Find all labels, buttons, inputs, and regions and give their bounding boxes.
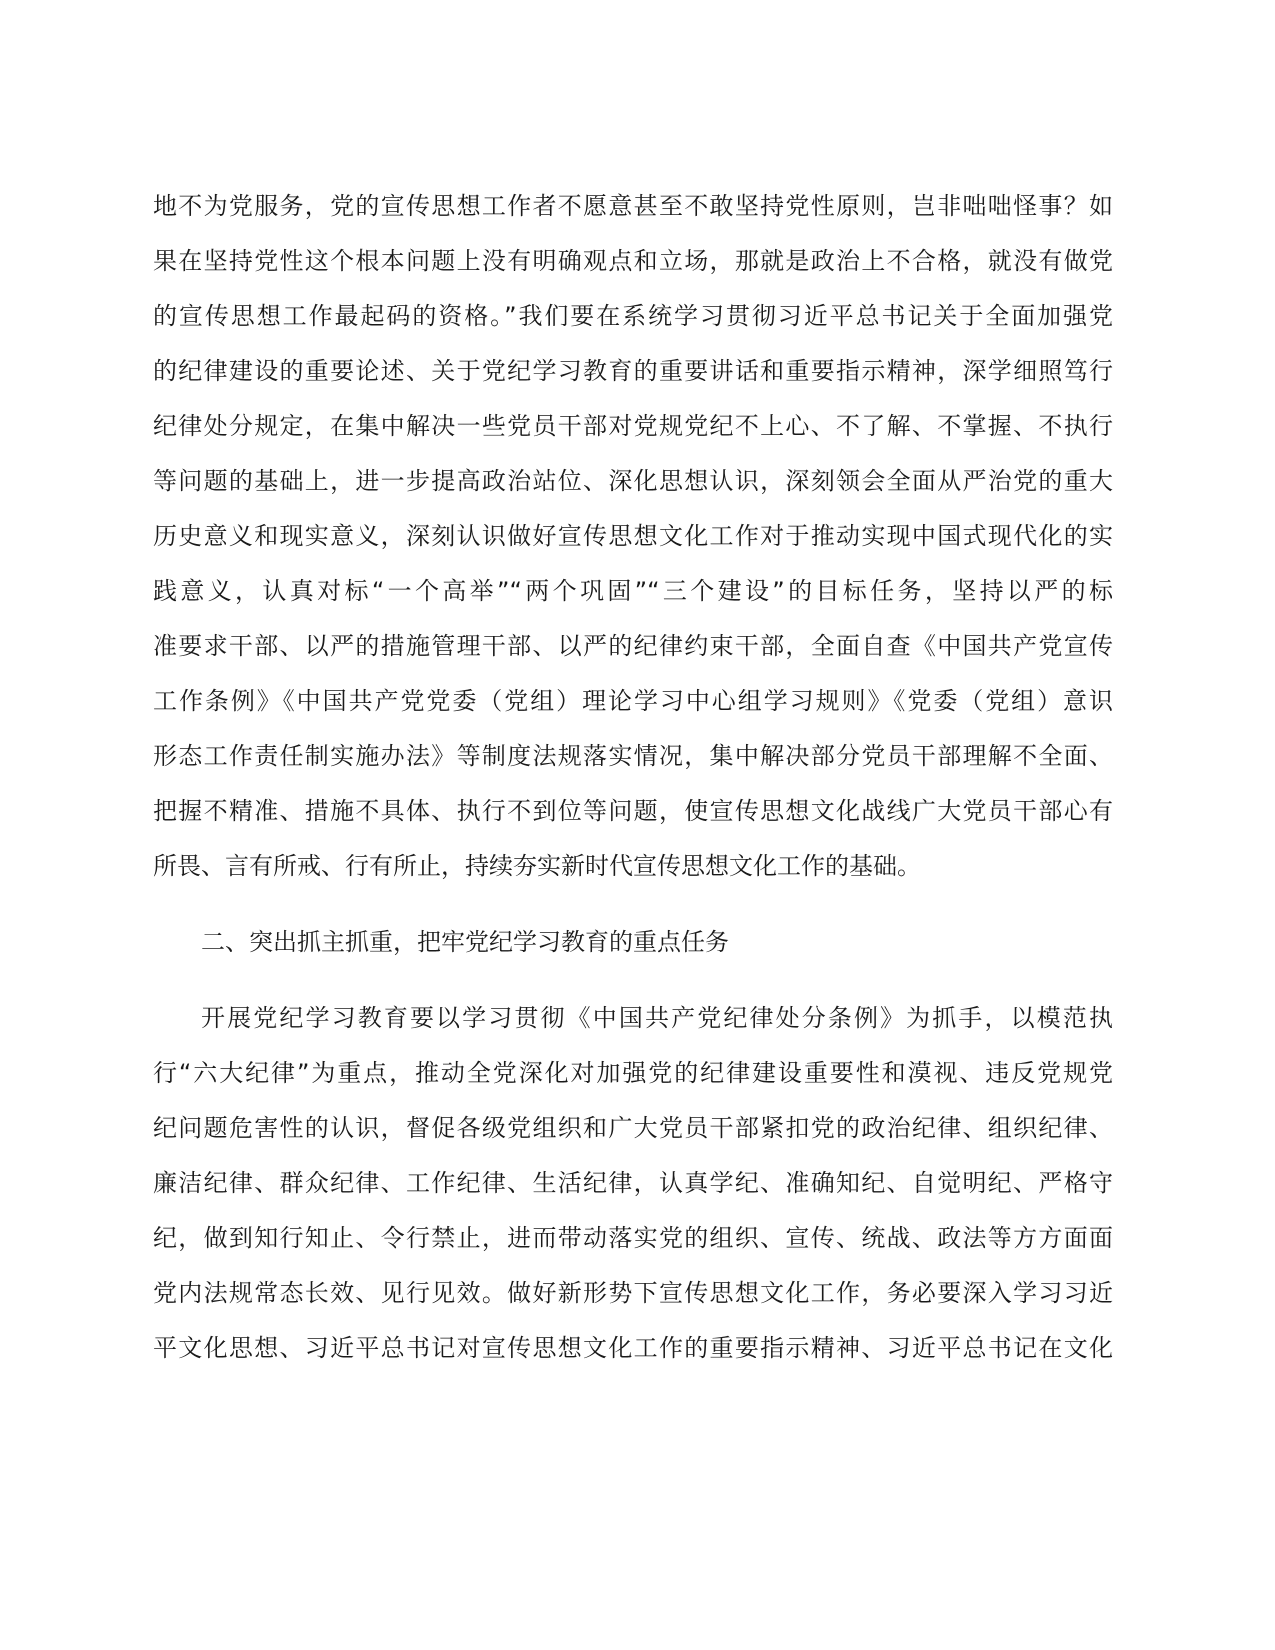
paragraph-1-line-6: 等问题的基础上，进一步提高政治站位、深化思想认识，深刻领会全面从严治党的重大 bbox=[153, 467, 1113, 495]
section-heading: 二、突出抓主抓重，把牢党纪学习教育的重点任务 bbox=[201, 928, 729, 956]
paragraph-1-line-13: 所畏、言有所戒、行有所止，持续夯实新时代宣传思想文化工作的基础。 bbox=[153, 852, 921, 880]
paragraph-2-line-3: 纪问题危害性的认识，督促各级党组织和广大党员干部紧扣党的政治纪律、组织纪律、 bbox=[153, 1114, 1113, 1142]
paragraph-1-line-8: 践意义，认真对标“一个高举”“两个巩固”“三个建设”的目标任务，坚持以严的标 bbox=[153, 577, 1113, 605]
paragraph-1-line-9: 准要求干部、以严的措施管理干部、以严的纪律约束干部，全面自查《中国共产党宣传 bbox=[153, 632, 1113, 660]
paragraph-2-line-4: 廉洁纪律、群众纪律、工作纪律、生活纪律，认真学纪、准确知纪、自觉明纪、严格守 bbox=[153, 1169, 1113, 1197]
paragraph-2-line-1: 开展党纪学习教育要以学习贯彻《中国共产党纪律处分条例》为抓手，以模范执 bbox=[201, 1004, 1113, 1032]
paragraph-1-line-12: 把握不精准、措施不具体、执行不到位等问题，使宣传思想文化战线广大党员干部心有 bbox=[153, 797, 1113, 825]
paragraph-1-line-3: 的宣传思想工作最起码的资格。”我们要在系统学习贯彻习近平总书记关于全面加强党 bbox=[153, 302, 1113, 330]
paragraph-2-line-6: 党内法规常态长效、见行见效。做好新形势下宣传思想文化工作，务必要深入学习习近 bbox=[153, 1279, 1113, 1307]
paragraph-1-line-7: 历史意义和现实意义，深刻认识做好宣传思想文化工作对于推动实现中国式现代化的实 bbox=[153, 522, 1113, 550]
paragraph-1-line-2: 果在坚持党性这个根本问题上没有明确观点和立场，那就是政治上不合格，就没有做党 bbox=[153, 247, 1113, 275]
paragraph-1-line-10: 工作条例》《中国共产党党委（党组）理论学习中心组学习规则》《党委（党组）意识 bbox=[153, 687, 1113, 715]
paragraph-1-line-5: 纪律处分规定，在集中解决一些党员干部对党规党纪不上心、不了解、不掌握、不执行 bbox=[153, 412, 1113, 440]
paragraph-2-line-5: 纪，做到知行知止、令行禁止，进而带动落实党的组织、宣传、统战、政法等方方面面 bbox=[153, 1224, 1113, 1252]
paragraph-1-line-4: 的纪律建设的重要论述、关于党纪学习教育的重要讲话和重要指示精神，深学细照笃行 bbox=[153, 357, 1113, 385]
paragraph-2-line-2: 行“六大纪律”为重点，推动全党深化对加强党的纪律建设重要性和漠视、违反党规党 bbox=[153, 1059, 1113, 1087]
paragraph-1-line-11: 形态工作责任制实施办法》等制度法规落实情况，集中解决部分党员干部理解不全面、 bbox=[153, 742, 1113, 770]
paragraph-1-line-1: 地不为党服务，党的宣传思想工作者不愿意甚至不敢坚持党性原则，岂非咄咄怪事？如 bbox=[153, 192, 1113, 220]
paragraph-2-line-7: 平文化思想、习近平总书记对宣传思想文化工作的重要指示精神、习近平总书记在文化 bbox=[153, 1334, 1113, 1362]
